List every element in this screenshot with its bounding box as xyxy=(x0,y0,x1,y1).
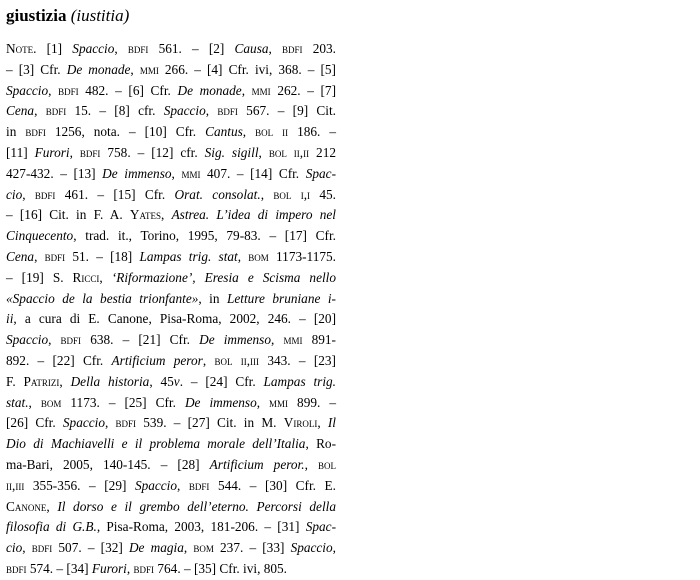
note-line: [11] Furori, bdfi 758. – [12] cfr. Sig. sigill, bol ii,ii 212 xyxy=(6,144,336,160)
note-line: Dio di Machiavelli e il problema morale dell’Italia, Ro- xyxy=(6,436,337,452)
note-line: in bdfi 1256, nota. – [10] Cfr. Cantus, bol ii 186. – xyxy=(6,124,336,140)
note-line: – [16] Cit. in F. A. Yates, Astrea. L’idea di impero nel xyxy=(6,207,336,223)
note-line: F. Patrizi, Della historia, 45v. – [24] Cfr. Lampas trig. xyxy=(6,373,336,389)
note-line: filosofia di G.B., Pisa-Roma, 2003, 181-206. – [31] Spac- xyxy=(6,519,336,535)
note-line: ma-Bari, 2005, 140-145. – [28] Artificium peror., bol xyxy=(6,456,337,472)
note-line: [26] Cfr. Spaccio, bdfi 539. – [27] Cit. in M. Viroli, Il xyxy=(6,415,336,431)
note-line: Spaccio, bdfi 482. – [6] Cfr. De monade, mmi 262. – [7] xyxy=(6,82,336,98)
note-line: Note. [1] Spaccio, bdfi 561. – [2] Causa, bdfi 203. xyxy=(6,41,336,56)
note-line: bdfi 574. – [34] Furori, bdfi 764. – [35] Cfr. ivi, 805. xyxy=(6,560,288,576)
note-line: cio, bdfi 461. – [15] Cfr. Orat. consolat., bol i,i 45. xyxy=(6,186,336,202)
note-line: cio, bdfi 507. – [32] De magia, bom 237. – [33] Spaccio, xyxy=(6,540,336,556)
entry-term: giustizia xyxy=(6,6,67,25)
note-line: 427-432. – [13] De immenso, mmi 407. – [14] Cfr. Spac- xyxy=(6,165,336,181)
note-line: Cena, bdfi 15. – [8] cfr. Spaccio, bdfi 567. – [9] Cit. xyxy=(6,103,336,119)
note-line: «Spaccio de la bestia trionfante», in Letture bruniane i- xyxy=(6,290,336,306)
note-line: ii,iii 355-356. – [29] Spaccio, bdfi 544. – [30] Cfr. E. xyxy=(6,477,336,493)
note-line: Canone, Il dorso e il grembo dell’eterno. Percorsi della xyxy=(6,498,336,514)
note-line: stat., bom 1173. – [25] Cfr. De immenso, mmi 899. – xyxy=(6,394,336,410)
note-line: – [19] S. Ricci, ‘Riformazione’, Eresia e Scisma nello xyxy=(6,269,337,285)
note-line: Cinquecento, trad. it., Torino, 1995, 79-83. – [17] Cfr. xyxy=(6,228,336,244)
note-line: ii, a cura di E. Canone, Pisa-Roma, 2002, 246. – [20] xyxy=(6,311,336,327)
notes-block xyxy=(6,39,336,580)
note-line: Cena, bdfi 51. – [18] Lampas trig. stat, bom 1173-1175. xyxy=(6,248,336,264)
note-line: 892. – [22] Cfr. Artificium peror, bol ii,iii 343. – [23] xyxy=(6,352,336,368)
note-line: Spaccio, bdfi 638. – [21] Cfr. De immenso, mmi 891- xyxy=(6,332,336,348)
entry-heading xyxy=(6,6,129,26)
entry-latin-term: (iustitia) xyxy=(70,6,130,25)
note-line: – [3] Cfr. De monade, mmi 266. – [4] Cfr. ivi, 368. – [5] xyxy=(6,61,336,77)
